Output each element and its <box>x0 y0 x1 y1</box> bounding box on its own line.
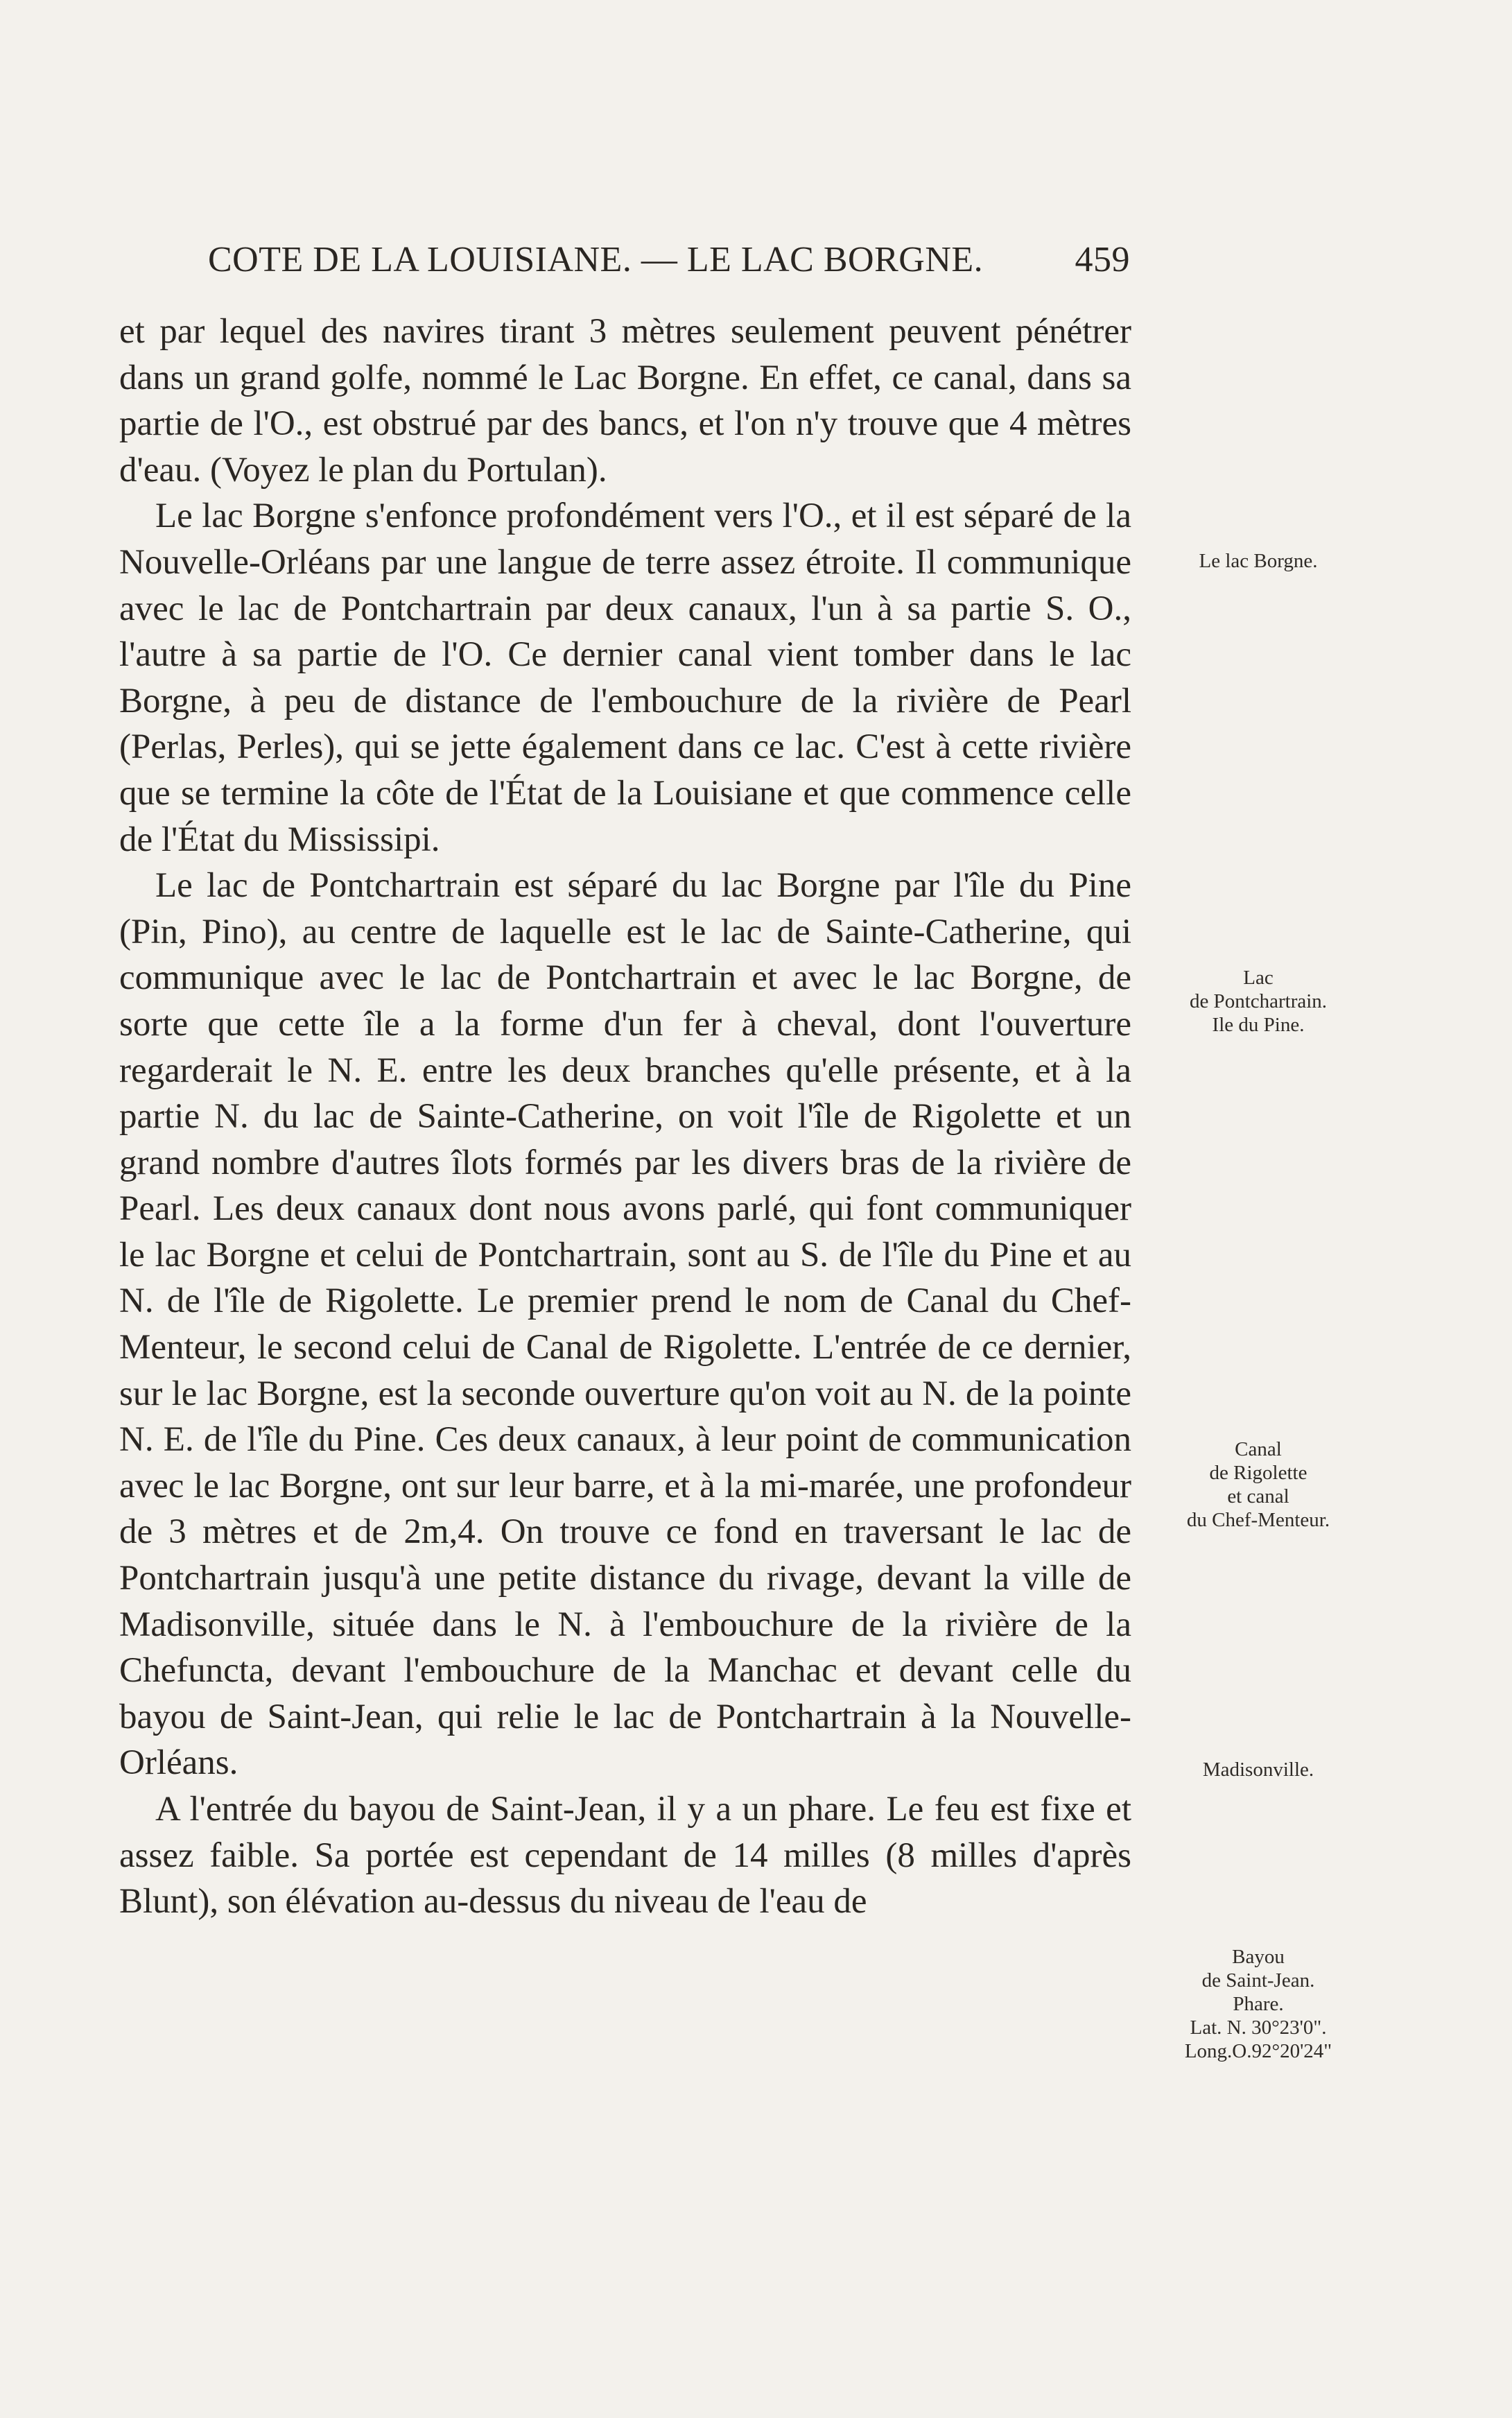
running-header <box>208 239 1130 288</box>
sidenote-line: de Pontchartrain. <box>1189 990 1328 1012</box>
paragraph-1: et par lequel des navires tirant 3 mètres seulement peuvent pénétrer dans un grand golfe, nommé le Lac Borgne. En effet, ce canal, dans sa partie de l'O., est obstrué par des bancs, et l'on n'y trouve que 4 mètres d'eau. (Voyez le plan du Portulan). <box>119 312 1131 490</box>
sidenote-bayou-saint-jean <box>1144 1945 1373 2063</box>
sidenote-line: de Rigolette <box>1209 1462 1307 1484</box>
paragraph-2: Le lac Borgne s'enfonce profondément vers l'O., et il est séparé de la Nouvelle-Orléans par une langue de terre assez étroite. Il communique avec le lac de Pontchartrain par deux canaux, l'un à sa partie S. O., l'autre à sa partie de l'O. Ce dernier canal vient tomber dans le lac Borgne, à peu de distance de l'embouchure de la rivière de Pearl (Perlas, Perles), qui se jette également dans ce lac. C'est à cette rivière que se termine la côte de l'État de la Louisiane et que commence celle de l'État du Mississipi. <box>119 496 1131 859</box>
sidenote-line: Le lac Borgne. <box>1199 550 1318 572</box>
sidenote-line: Canal <box>1235 1438 1282 1460</box>
sidenote-line: Lac <box>1243 967 1274 989</box>
sidenote-line: Long.O.92°20'24" <box>1184 2040 1332 2062</box>
page-number: 459 <box>1075 240 1130 279</box>
sidenote-line: du Chef-Menteur. <box>1186 1509 1330 1531</box>
sidenote-pontchartrain <box>1144 966 1373 1037</box>
sidenote-line: Bayou <box>1232 1946 1285 1968</box>
sidenote-canaux <box>1144 1437 1373 1532</box>
paragraph-3: Le lac de Pontchartrain est séparé du lac Borgne par l'île du Pine (Pin, Pino), au centre de laquelle est le lac de Sainte-Catherine, qui communique avec le lac de Pontchartrain et avec le lac Borgne, de sorte que cette île a la forme d'un fer à cheval, dont l'ouverture regarderait le N. E. entre les deux branches qu'elle présente, et à la partie N. du lac de Sainte-Catherine, on voit l'île de Rigolette et un grand nombre d'autres îlots formés par les divers bras de la rivière de Pearl. Les deux canaux dont nous avons parlé, qui font communiquer le lac Borgne et celui de Pontchartrain, sont au S. de l'île du Pine et au N. de l'île de Rigolette. Le premier prend le nom de Canal du Chef-Menteur, le second celui de Canal de Rigolette. L'entrée de ce dernier, sur le lac Borgne, est la seconde ouverture qu'on voit au N. de la pointe N. E. de l'île du Pine. Ces deux canaux, à leur point de communication avec le lac Borgne, ont sur leur barre, et à la mi-marée, une profondeur de 3 mètres et de 2m,4. On trouve ce fond en traversant le lac de Pontchartrain jusqu'à une petite distance du rivage, devant la ville de Madisonville, située dans le N. à l'embouchure de la rivière de la Chefuncta, devant l'embouchure de la Manchac et devant celle du bayou de Saint-Jean, qui relie le lac de Pontchartrain à la Nouvelle-Orléans. <box>119 866 1131 1783</box>
main-text <box>119 309 1131 1925</box>
sidenote-madisonville <box>1144 1758 1373 1781</box>
sidenote-line: Phare. <box>1233 1993 1284 2015</box>
paragraph-4: A l'entrée du bayou de Saint-Jean, il y a un phare. Le feu est fixe et assez faible. Sa portée est cependant de 14 milles (8 milles d'après Blunt), son élévation au-dessus du niveau de l'eau de <box>119 1790 1131 1922</box>
sidenote-line: Lat. N. 30°23'0". <box>1190 2017 1327 2039</box>
sidenote-lac-borgne <box>1144 549 1373 573</box>
sidenote-line: et canal <box>1227 1485 1289 1508</box>
sidenote-line: Madisonville. <box>1202 1759 1314 1781</box>
sidenote-line: de Saint-Jean. <box>1201 1969 1315 1992</box>
running-title: COTE DE LA LOUISIANE. — LE LAC BORGNE. <box>208 240 984 279</box>
sidenote-line: Ile du Pine. <box>1212 1014 1305 1036</box>
